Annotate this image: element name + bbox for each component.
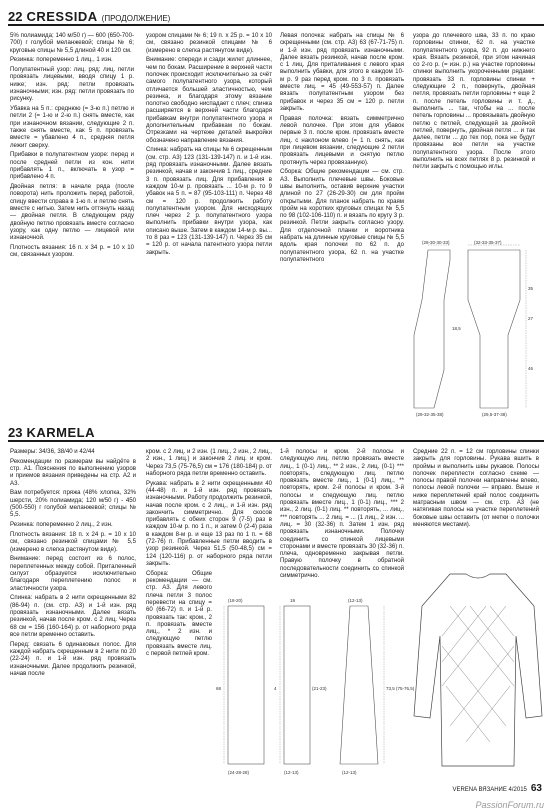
karmela-column-4 — [413, 448, 539, 558]
front-piece-shape — [414, 250, 450, 408]
dimension-label: (12-13) — [342, 770, 357, 775]
dimension-label: 35 — [528, 286, 534, 291]
cressida-column-4 — [413, 32, 535, 232]
back-piece-shape — [468, 250, 520, 408]
paragraph: Внимание: спереди и сзади жилет длиннее, чем по бокам. Расширение в верхней части полочек происходит исключительно за счёт самого полупатентного узора, который отличается большей эластичностью, чем резинка, и благодаря этому вязание полотно свободно ниспадает с плеч; спинка расширяется в верхней части благодаря прибавкам внутри полупатентного узора и дополнительным прибавкам по бокам. Отрезками на чертеже деталей выкройки обозначено направление вязания. — [146, 56, 272, 144]
dimension-label: (29-32-35-38) — [416, 412, 444, 417]
section-title: CRESSIDA — [26, 9, 98, 24]
watermark: PassionForum.ru — [475, 800, 544, 810]
garment-outline — [414, 574, 542, 766]
paragraph: Двойная петля: в начале ряда (после поворота) нить проложить перед работой, спицу ввести справа в 1-ю п. и петлю снять вместе с нитью. Затем нить оттянуть назад — двойная петля. В следующем ряду двойную петлю провязать вместе согласно узору, как одну петлю — лицевой или изнаночной. — [10, 183, 134, 242]
dimension-label: (18-20) — [228, 598, 243, 603]
section-title: KARMELA — [26, 425, 95, 440]
paragraph: Рекомендации по размерам вы найдёте в стр. А1. Пояснения по выполнению узоров и приемов вязания приведены на стр. А2 и А3. — [10, 457, 136, 487]
paragraph: Сборка: Общие рекомендации — см. стр. А3. Выполнить плечевые швы. Боковые швы выполнить, оставив верхние участки длиной по 27 (26-29-30) см для пройм открытыми. Для планок набрать по краям пройм на коротких круговых спицах № 5,5 по 98 (102-106-110) п. и вязать по кругу 3 р. резинкой. Петли закрыть согласно узору. Для отделочной планки и воротника набрать на длинные круговые спицы № 5,5 вдоль края полочки по 62 п. до полупатентного узора, 62 п. на участке полупатентного — [280, 168, 404, 263]
paragraph: Сборка: Общие рекомендации — см. стр. А3. Для левого плеча петли 3 полос перевести на спицу = 60 (66-72) п. и 1-й р. провязать так: кром., 2 п. провязать вместе лиц., * 2 изн. и следующую петлю провязать вместе лиц. с первой петлей кром. — [146, 569, 212, 658]
dimension-label: 18,5 — [452, 326, 461, 331]
paragraph: кром. с 2 лиц. и 2 изн. (1 лиц., 2 изн., 2 лиц., 2 изн., 1 лиц.) и закончив 2 лиц. и кром. Через 73,5 (75-76,5) см = 176 (180-184) р. от наборного ряда петли временно оставить. — [146, 448, 272, 477]
paragraph: Прибавки в полупатентном узоре: перед и после средней петли из кон. нити прибавлять 1 п., включать в узор = прибавлено 4 п. — [10, 151, 134, 181]
dimension-label: 46 — [528, 366, 534, 371]
dimension-label: 27 — [528, 316, 534, 321]
section-number: 23 — [8, 425, 23, 440]
section-number: 22 — [8, 9, 23, 24]
page-number: 63 — [530, 783, 542, 794]
karmela-pattern-diagram — [214, 594, 415, 780]
magazine-name: VERENA ВЯЗАНИЕ 4/2015 — [452, 787, 527, 793]
paragraph: Спинка: набрать на спицы № 6 скрещенным (см. стр. А3) 123 (131-139-147) п. и 1-й изн. ряд провязать изнаночными. Далее вязать резинкой, начав и закончив 1 лиц., средние 3 п. провязать лиц. Для прибавления в каждом 10-м р. провязать ... 10-м р. то 9 убавок на 5 п. = 87 (95-103-111) п. Через 48 см = 120 р. продолжить работу полупатентным узором. Для нисходящих плеч через 2 р. полупатентного узора выполнить прибавки внутри узора, как описано выше. Затем в каждом 14-м р. вы... то 8 раз = 123 (131-139-147) п. Через 35 см = 120 р. от начала патентного узора петли закрыть. — [146, 146, 272, 256]
paragraph: Средние 22 п. = 12 см горловины спинки закрыть для горловины. Рукава вшить в проймы и выполнить швы рукавов. Полосы полочек переплести согласно схеме — полосы правой полочки направлены влево, полосы левой полочки — вправо. Выше и ниже переплетений край полос соединить матрасным швом — см. стр. А3 (не натягивая полосы на участке переплетений боковые швы оставить (от метки о полочки меняются местами). — [413, 448, 539, 528]
paragraph: Плотность вязания: 18 п. х 24 р. = 10 х 10 см, связано резинкой спицами № 5,5 (измерено в слегка растянутом виде). — [10, 530, 136, 553]
dimension-label: (29,5-37-38) — [482, 412, 507, 417]
paragraph: Правая полочка: вязать симметрично левой полочке. При этом для убавок первые 3 п. после кром. провязать вместе лиц. с наклоном влево (= 1 п. снять, как при лицевом вязании, следующие 2 петли провязать лицевыми и снятую петлю протянуть через провязанную). — [280, 114, 404, 166]
cressida-column-3 — [280, 32, 404, 442]
page-footer — [452, 783, 542, 794]
back-piece-shape — [228, 606, 264, 764]
dimension-label: 4 — [274, 686, 277, 691]
section-continuation: (ПРОДОЛЖЕНИЕ) — [101, 14, 171, 23]
strip-piece-shape — [284, 606, 310, 764]
cressida-pattern-diagram — [408, 240, 540, 418]
karmela-column-3 — [280, 448, 404, 588]
dimension-label: (28-30-30-33) — [422, 240, 450, 245]
section-header-cressida — [8, 8, 544, 26]
dimension-label: (32-33-35-37) — [474, 240, 502, 245]
paragraph: Плотность вязания: 16 п. х 34 р. = 10 х 10 см, связанных узором. — [10, 244, 134, 259]
dimension-label: 73,5 (75-76,5) — [386, 686, 415, 691]
paragraph: Рукава: набрать в 2 нити скрещенными 40 (44-48) п. и 1-й изн. ряд провязать изнаночными. Работу продолжить резинкой, начав после кром. с 2 лиц., и 1-й изн. ряд закончить симметрично. Для скосов прибавлять с обеих сторон 9 (7-5) раз в каждом 10-м р. по 1 п., и затем 0 (2-4) раза в каждом 8-м р. и еще 13 раз по 1 п. = 68 (72-76) п. Прибавленные петли вводить в узор резинкой. Через 51,5 (50-48,5) см = 124 (120-116) р. от наборного ряда петли закрыть. — [146, 479, 272, 567]
pattern-stripes — [442, 606, 514, 742]
paragraph: Резинка: попеременно 2 лиц., 2 изн. — [10, 521, 113, 529]
paragraph: Спинка: набрать в 2 нити скрещенными 82 (86-94) п. (см. стр. А3) и 1-й изн. ряд провязать изнаночными. Далее вязать резинкой, начав после кром. с 2 лиц. Через 68 см = 156 (160-164) р. от наборного ряда все петли временно оставить. — [10, 594, 136, 638]
paragraph: Полупатентный узор: лиц. ряд: лиц. петли провязать лицевыми, вводя спицу 1 р. ниже; изн. ряд: петли провязать изнаночными; изн. ряд: петли провязать по рисунку. — [10, 66, 134, 103]
paragraph: Размеры: 34/36, 38/40 и 42/44 — [10, 448, 95, 455]
paragraph: узором спицами № 6; 19 п. х 25 р. = 10 х 10 см, связано резинкой спицами № 6 (измерено в слегка растянутом виде). — [146, 32, 272, 54]
dimension-label: 68 — [216, 686, 222, 691]
dimension-label: 19 — [290, 598, 296, 603]
sleeve-piece-shape — [340, 606, 378, 764]
dimension-label: (12-13) — [284, 770, 299, 775]
cressida-column-2 — [146, 32, 272, 442]
paragraph: Левая полочка: набрать на спицы № 6 скрещенными (см. стр. А3) 63 (67-71-75) п. и 1-й изн. ряд провязать изнаночными. Далее вязать резинкой, начав после кром. с 1 лиц. Для приталивания с левого края выполнить убавки, для этого в каждом 10-м р. 9 раз перед кром. по 3 п. провязать вместе лиц. = 45 (49-553-57) п. Далее вязать полупатентным узором без прибавок и через 35 см = 120 р. петли закрыть. — [280, 32, 404, 112]
paragraph: Внимание: перед состоит из 6 полос, переплетенных между собой. Приталенный силуэт образуется исключительно благодаря переплетению полос и эластичности узора. — [10, 555, 136, 592]
section-header-karmela — [8, 424, 544, 442]
paragraph: 5% полиамида; 140 м/50 г) — 600 (650-700-700) г голубой меланжевой; спицы № 6; круговые спицы № 5,5 длиной 40 и 120 см. — [10, 32, 134, 54]
paragraph: Перед: связать 6 одинаковых полос. Для каждой набрать скрещенным в 2 нити по 20 (22-24) п. и 1-й изн. ряд провязать изнаночными. Далее продолжить резинкой, начав после — [10, 640, 136, 677]
paragraph: узора до плечевого шва, 33 п. по краю горловины спинки, 62 п. на участке полупатентного узора, 92 п. до нижнего края. Вязать резинкой, при этом начиная со 2-го р. (= изн. р.) на участке горловины спинки выполнить укороченными рядами: провязать 33 п. горловины спинки + следующие 2 п., повернуть, двойная петля, провязать петли горловины + еще 2 п. после петель горловины и т. д., выполнить ... так, чтобы на ... после петель горловины ... провязывать двойную петлю с петлей, следующей за двойной петлей, повернуть, двойная петля ... и так далее, петли ... до тех пор, пока не будут провязаны все петли на участке полупатентного узора. После этого выполнить на всех петлях 8 р. резинкой и петли закрыть с помощью иглы. — [413, 32, 535, 171]
pattern-stripes — [442, 606, 514, 742]
paragraph: Резинка: попеременно 1 лиц., 1 изн. — [10, 56, 113, 64]
dimension-label: (12-13) — [348, 598, 363, 603]
karmela-garment-illustration — [410, 566, 546, 776]
paragraph: Убавка на 5 п.: среднюю (= 3-ю п.) петлю и петли 2 (= 1-ю и 2-ю п.) снять вместе, как при изнаночном вязании, следующие 2 п. также снять вместе, как 5 п. провязать вместе = убавлено 4 п., средняя петля лежит сверху. — [10, 105, 134, 149]
karmela-column-1 — [10, 448, 136, 788]
paragraph: Вам потребуется: пряжа (48% хлопка, 32% шерсти, 20% полиамида; 120 м/50 г) - 450 (500-550) г голубой меланжевой; спицы № 5,5. — [10, 489, 136, 519]
dimension-label: (24-28-28) — [228, 770, 250, 775]
paragraph: 1-й полосы и кром. 2-й полосы и следующую лиц. петлю провязать вместе лиц., 1 (0-1) лиц., ** 2 изн., 2 лиц. (0-1) *** повторять, следующую лиц. петлю провязать вместе лиц., 1 (0-1) лиц., ** повторять, кром. 2-й полосы и кром. 3-й полосы и следующую лиц. петлю провязать вместе лиц., 1 (0-1) лиц., *** 2 изн., 2 лиц. (0-1) лиц. ** повторять, ... лиц., *** повторять ... 2 лиц. = ... (1 лиц., 2 изн. ... лиц. = 30 (32-36) п. Затем 1 изн. ряд провязать изнаночными. Полочку соединить со спинкой лицевыми сторонами и вместе провязать 30 (32-36) п. плеча, одновременно закрывая петли. Правую полочку в обратной последовательности соединить со спинкой симметрично. — [280, 448, 404, 580]
dimension-label: (21-23) — [312, 686, 327, 691]
cressida-column-1 — [10, 32, 134, 442]
